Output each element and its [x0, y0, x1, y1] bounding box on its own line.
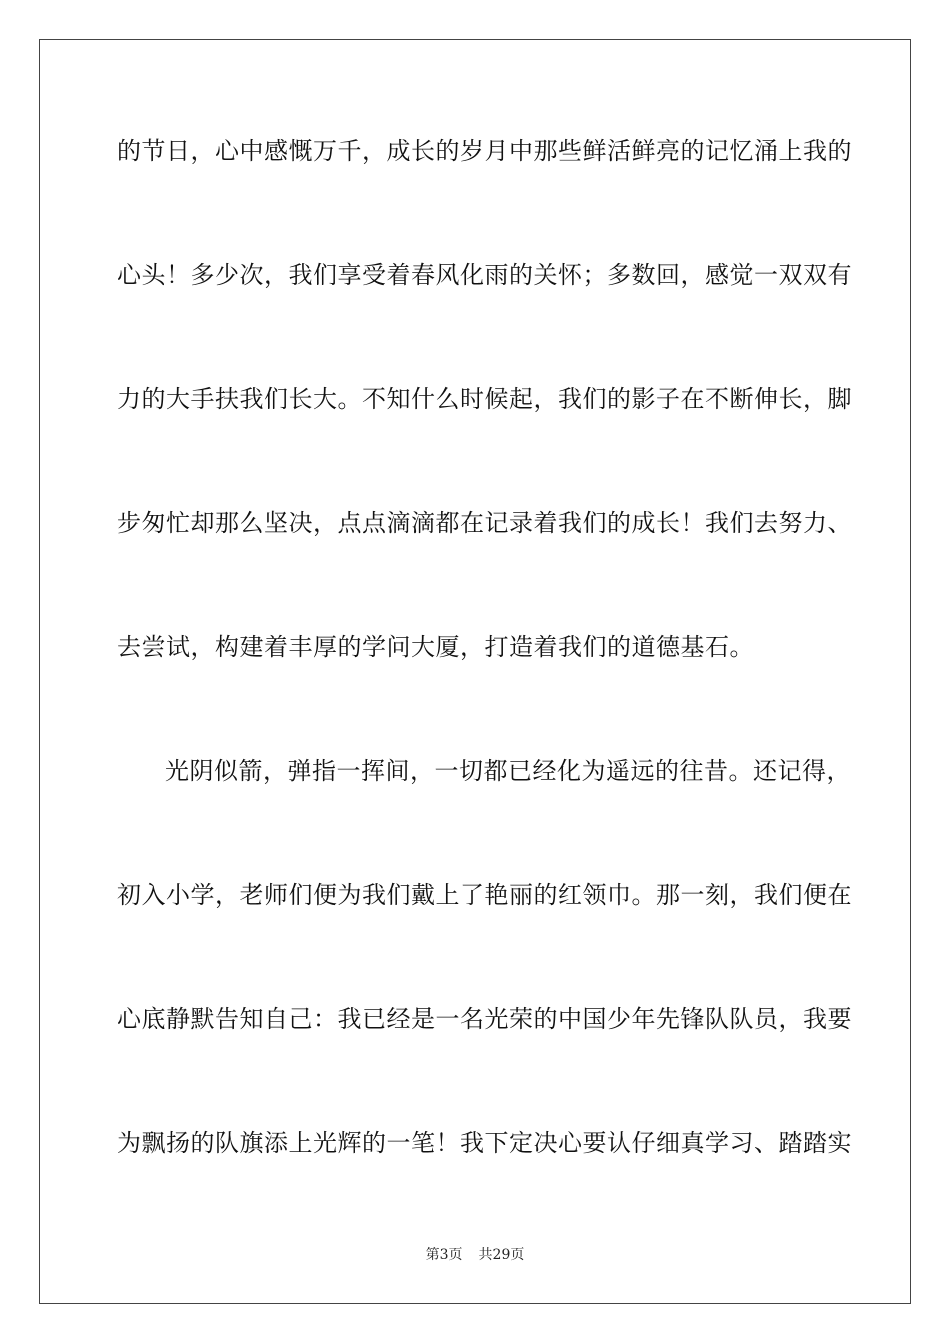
text-line: 光阴似箭，弹指一挥间，一切都已经化为遥远的往昔。还记得， [165, 757, 851, 785]
page-border [39, 39, 911, 1304]
text-line: 初入小学，老师们便为我们戴上了艳丽的红领巾。那一刻，我们便在 [117, 881, 852, 909]
page-number: 第3页 [425, 1247, 463, 1263]
text-line: 步匆忙却那么坚决，点点滴滴都在记录着我们的成长！我们去努力、 [117, 509, 852, 537]
text-line: 心头！多少次，我们享受着春风化雨的关怀；多数回，感觉一双双有 [117, 261, 852, 289]
text-line: 心底静默告知自己：我已经是一名光荣的中国少年先锋队队员，我要 [117, 1005, 852, 1033]
text-line: 的节日，心中感慨万千，成长的岁月中那些鲜活鲜亮的记忆涌上我的 [117, 137, 852, 165]
page-total: 共29页 [478, 1247, 525, 1263]
text-line: 为飘扬的队旗添上光辉的一笔！我下定决心要认仔细真学习、踏踏实 [117, 1129, 852, 1157]
text-line: 力的大手扶我们长大。不知什么时候起，我们的影子在不断伸长，脚 [117, 385, 852, 413]
text-line: 去尝试，构建着丰厚的学问大厦，打造着我们的道德基石。 [117, 633, 754, 661]
page-footer [0, 1246, 950, 1264]
